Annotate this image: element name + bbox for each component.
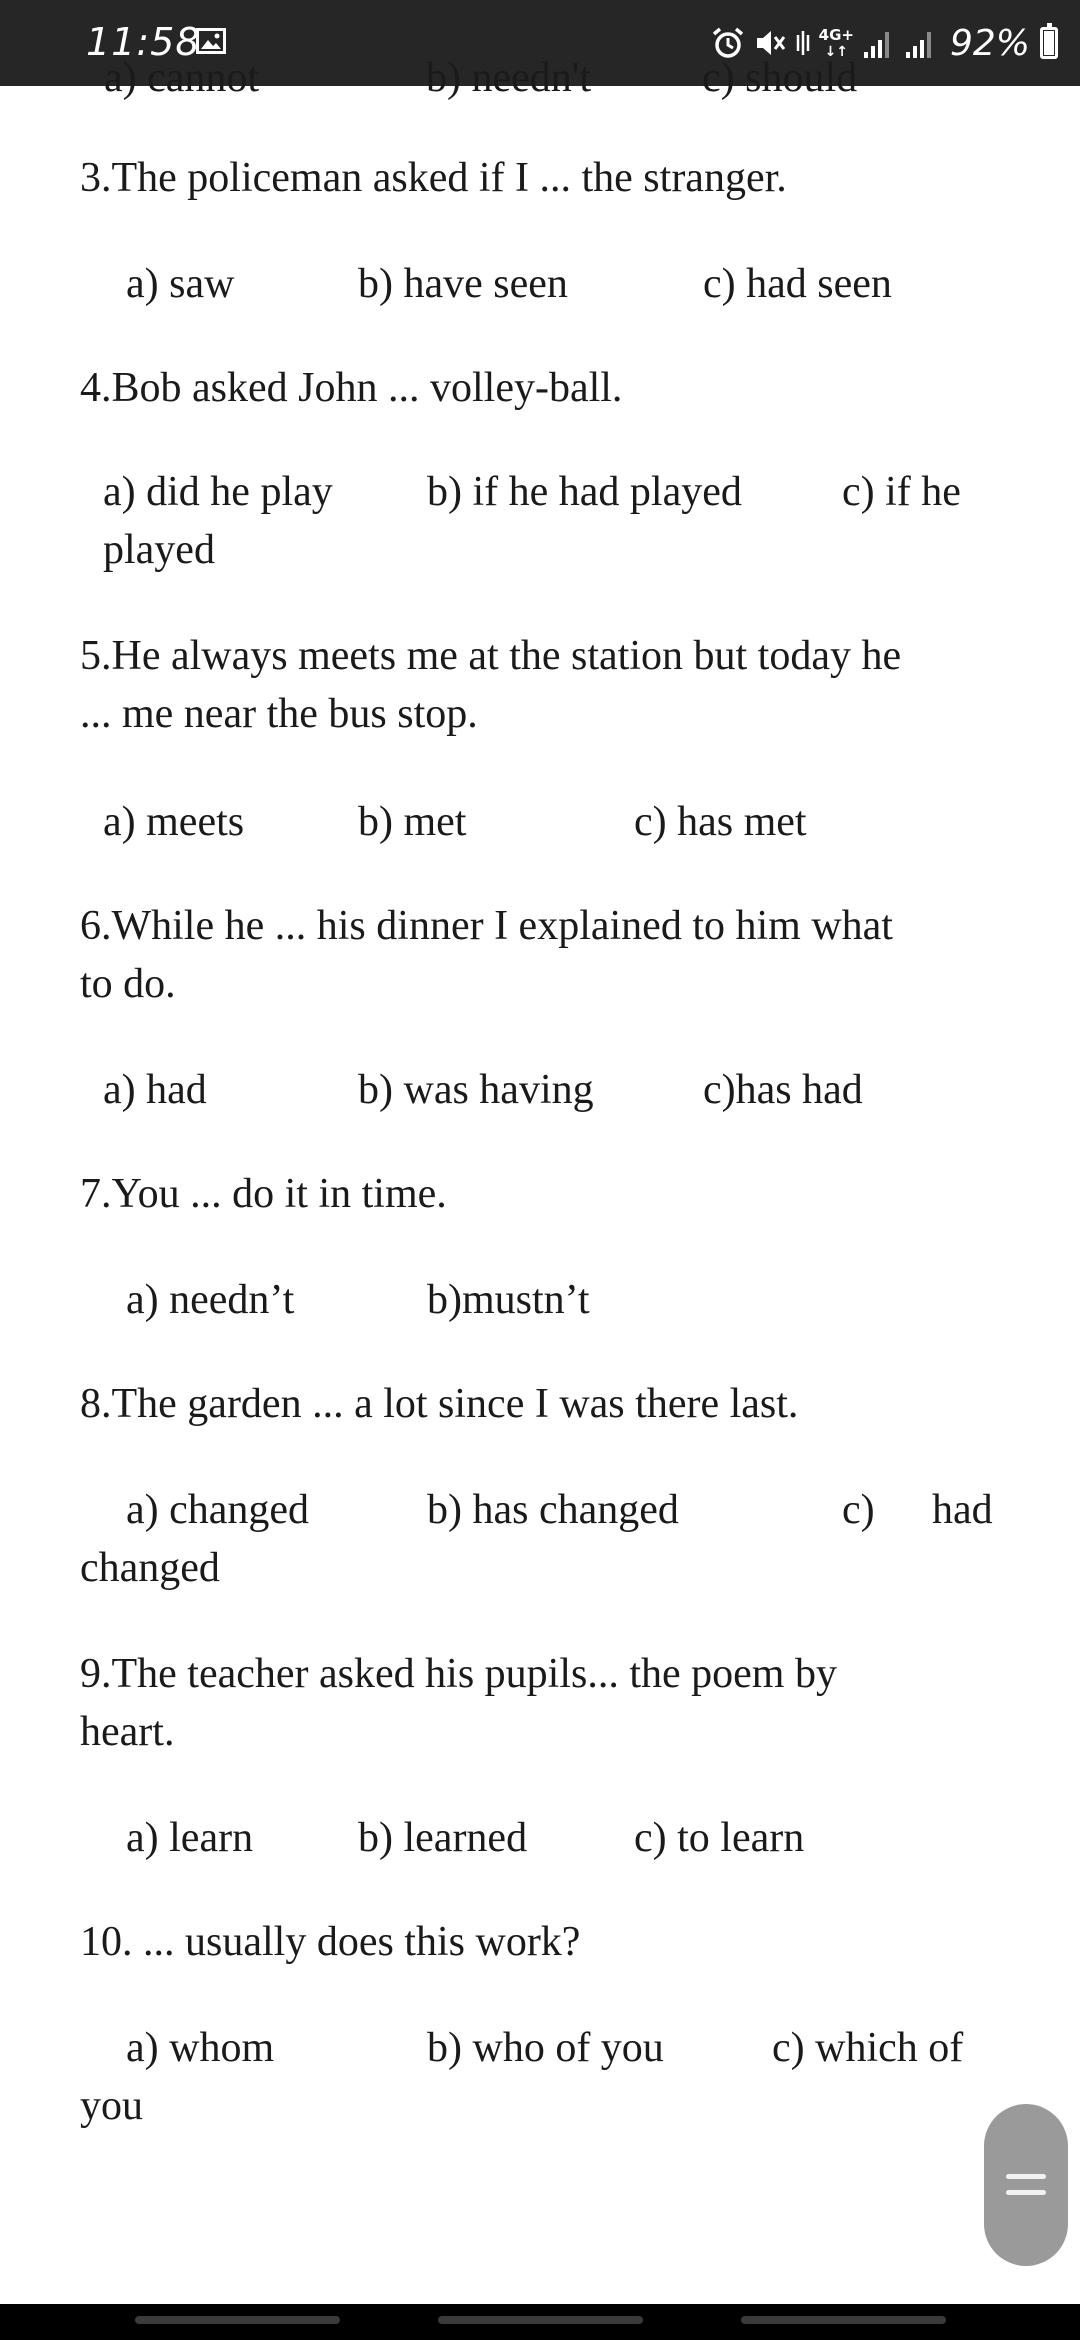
- question-3: 3.The policeman asked if I ... the stranger.: [80, 155, 787, 201]
- q10-option-b: b) who of you: [427, 2025, 664, 2071]
- question-5-line-1: 5.He always meets me at the station but today he: [80, 633, 902, 679]
- q8-option-a: a) changed: [126, 1487, 310, 1533]
- network-label: 4G+: [818, 25, 854, 44]
- signal-icon-2: [904, 26, 938, 60]
- clock: 11:58: [86, 20, 201, 64]
- battery-percent: 92%: [949, 22, 1030, 64]
- q6-option-b: b) was having: [358, 1067, 594, 1113]
- q9-option-b: b) learned: [358, 1815, 528, 1861]
- handle-grip-line: [1006, 2174, 1046, 2179]
- q4-option-b: b) if he had played: [427, 469, 742, 515]
- question-9-line-1: 9.The teacher asked his pupils... the poem by: [80, 1651, 837, 1697]
- q8-option-c-word: had: [932, 1487, 993, 1533]
- q8-option-b: b) has changed: [427, 1487, 679, 1533]
- question-5-line-2: ... me near the bus stop.: [80, 691, 478, 737]
- q4-option-c-continued: played: [103, 527, 215, 573]
- handle-grip-line: [1006, 2190, 1046, 2195]
- q7-option-b: b)mustn’t: [427, 1277, 590, 1323]
- q9-option-a: a) learn: [126, 1815, 254, 1861]
- q3-option-b: b) have seen: [358, 261, 568, 307]
- question-6-line-2: to do.: [80, 961, 176, 1007]
- question-7: 7.You ... do it in time.: [80, 1171, 447, 1217]
- q3-option-c: c) had seen: [703, 261, 892, 307]
- question-10: 10. ... usually does this work?: [80, 1919, 581, 1965]
- question-6-line-1: 6.While he ... his dinner I explained to him what: [80, 903, 893, 949]
- q10-option-a: a) whom: [126, 2025, 275, 2071]
- q6-option-c: c)has had: [703, 1067, 863, 1113]
- nav-recents-button[interactable]: [135, 2316, 340, 2324]
- q7-option-a: a) needn’t: [126, 1277, 295, 1323]
- q10-option-c-continued: you: [80, 2083, 143, 2129]
- q5-option-a: a) meets: [103, 799, 245, 845]
- nav-back-button[interactable]: [741, 2316, 946, 2324]
- q10-option-c: c) which of: [772, 2025, 964, 2071]
- nav-home-button[interactable]: [438, 2316, 643, 2324]
- document-page[interactable]: [0, 55, 1080, 2336]
- q8-option-c-continued: changed: [80, 1545, 220, 1591]
- question-4: 4.Bob asked John ... volley-ball.: [80, 365, 623, 411]
- battery-icon: [1040, 27, 1058, 59]
- gallery-notification-icon: [196, 28, 226, 54]
- q5-option-b: b) met: [358, 799, 467, 845]
- battery-fill: [1044, 31, 1054, 55]
- q6-option-a: a) had: [103, 1067, 207, 1113]
- partial-option-b: b) needn't: [426, 55, 592, 101]
- network-type: 4G+ ↓↑: [818, 25, 854, 60]
- question-8: 8.The garden ... a lot since I was there last.: [80, 1381, 799, 1427]
- q4-option-c: c) if he: [842, 469, 961, 515]
- fast-scroll-handle[interactable]: [984, 2104, 1068, 2266]
- q8-option-c: c): [842, 1487, 875, 1533]
- partial-option-c: c) should: [702, 55, 858, 101]
- partial-option-a: a) cannot: [104, 55, 260, 101]
- signal-icon: [862, 26, 896, 60]
- q5-option-c: c) has met: [634, 799, 807, 845]
- q4-option-a: a) did he play: [103, 469, 333, 515]
- q9-option-c: c) to learn: [634, 1815, 805, 1861]
- question-9-line-2: heart.: [80, 1709, 175, 1755]
- q3-option-a: a) saw: [126, 261, 235, 307]
